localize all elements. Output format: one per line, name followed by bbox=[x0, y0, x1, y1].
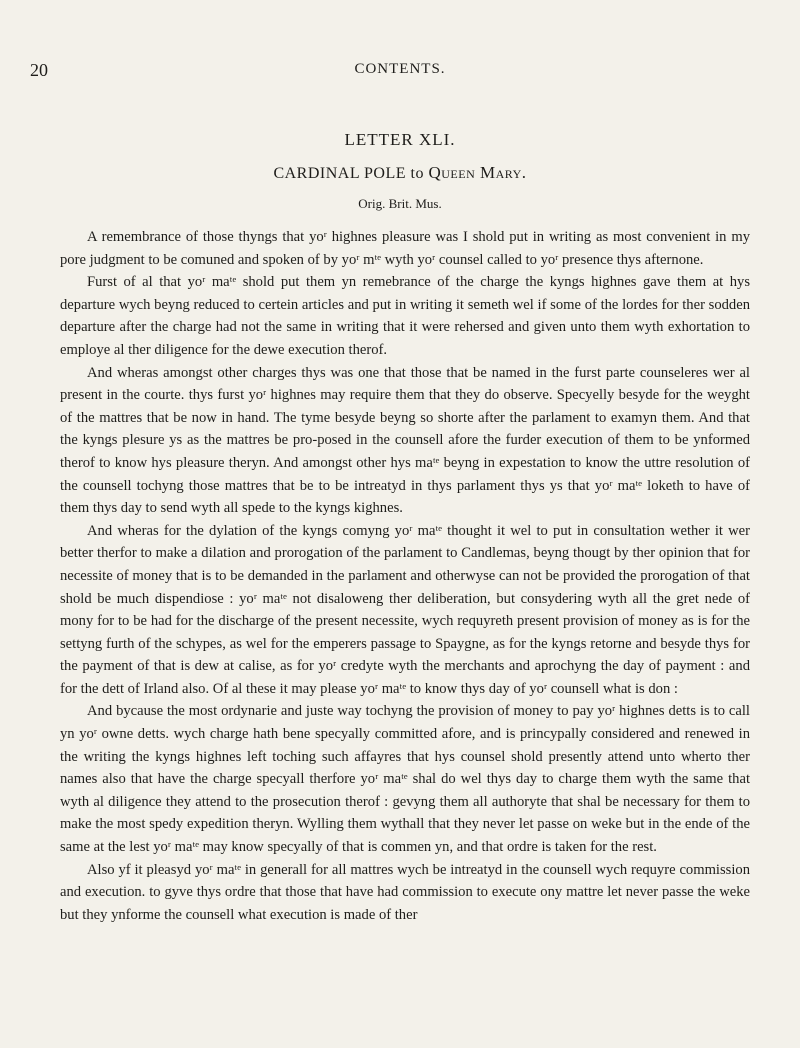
letter-number-heading: LETTER XLI. bbox=[344, 130, 456, 149]
paragraph: Furst of al that yoʳ maᵗᵉ shold put them yn remebrance of the charge the kyngs highnes gave them at hys departure wych beyng reduced to certein articles and put in writing it semeth wel if some of the lordes for ther sodden departure after the charge had not the same in writing that it were rehersed and given unto them wyth exhortation to employe al ther diligence for the dewe execution therof. bbox=[60, 274, 750, 358]
letter-title bbox=[0, 163, 800, 183]
source-note: Orig. Brit. Mus. bbox=[358, 196, 442, 211]
paragraph: Also yf it pleasyd yoʳ maᵗᵉ in generall for all mattres wych be intreatyd in the counsell wych requyre commission and execution. to gyve thys ordre that those that have had commission to execute ony mattre let never passe the weke but they ynforme the counsell what execution is made of ther bbox=[60, 861, 750, 923]
paragraph: And wheras amongst other charges thys was one that those that be named in the furst parte counseleres wer al present in the courte. thys furst yoʳ highnes may require them that they do observe. Specyelly besyde for the weyght of the mattres that be now in hand. The tyme besyde beyng so shorte after the parlament to examyn them. And that the kyngs plesure ys as the mattres be pro-posed in the counsell afore the furder execution of them to be ynformed therof to know hys pleasure theryn. And amongst other hys maᵗᵉ beyng in expestation to know the uttre resolution of the counsell tochyng those mattres that be to be intreatyd in thys parlament thys ys that yoʳ maᵗᵉ loketh to have of them thys day to send wyth all spede to the kyngs kighnes. bbox=[60, 364, 750, 517]
paragraph: A remembrance of those thyngs that yoʳ highnes pleasure was I shold put in writing as most convenient in my pore judgment to be comuned and spoken of by yoʳ mᵗᵉ wyth yoʳ counsel called to yoʳ presence thys afternone. bbox=[60, 229, 750, 268]
paragraph: And bycause the most ordynarie and juste way tochyng the provision of money to pay yoʳ highnes detts is to call yn yoʳ owne detts. wych charge hath bene specyally committed afore, and is princypally considered and renewed in the writing the kyngs highnes left toching such affayres that hys counsel shold presently attend unto wherto ther names also that have the charge specyall therfore yoʳ maᵗᵉ shal do wel thys day to charge them wyth the same that wyth al diligence they attend to the prosecution therof : gevyng them all authoryte that shal be necessary for them to make the most spedy expedition theryn. Wylling them wythall that they never let passe on weke but in the ende of the same at the lest yoʳ maᵗᵉ may know specyally of that is commen yn, and that ordre is taken for the rest. bbox=[60, 703, 750, 856]
letter-body bbox=[60, 226, 750, 926]
paragraph: And wheras for the dylation of the kyngs comyng yoʳ maᵗᵉ thought it wel to put in consultation wether it wer better therfor to make a dilation and prorogation of the parlament to Candlemas, beyng thougt by ther opinion that for necessite of money that is to be demanded in the parlament and otherwyse can not be provided the prorogation of that shold be much dispendiose : yoʳ maᵗᵉ not disaloweng ther deliberation, but consydering wyth all the gret nede of mony for to be had for the discharge of the present necessite, wych requyreth present provision of money as is for the settyng furth of the schypes, as wel for the emperers passage to Spaygne, as for the kyngs retorne and besyde thys for the payment of that is dew at calise, as for yoʳ credyte wyth the merchants and aprochyng the day of payment : and for the dett of Irland also. Of al these it may please yoʳ maᵗᵉ to know thys day of yoʳ counsell what is don : bbox=[60, 522, 750, 697]
letter-title-recipient: Queen Mary. bbox=[428, 163, 527, 182]
letter-title-prefix: CARDINAL POLE to bbox=[273, 165, 429, 182]
page-number: 20 bbox=[30, 60, 48, 80]
running-head: CONTENTS. bbox=[354, 61, 446, 77]
